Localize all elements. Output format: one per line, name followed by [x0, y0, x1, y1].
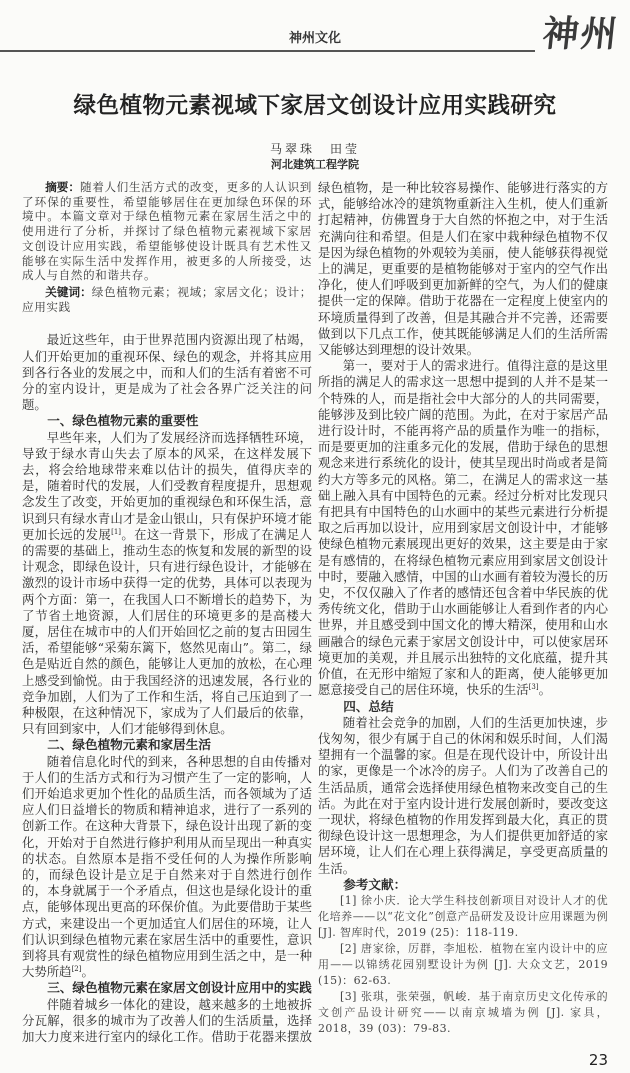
- affiliation: 河北建筑工程学院: [271, 158, 359, 171]
- keywords: [22, 285, 312, 314]
- section-4-paragraph: 随着社会竞争的加剧，人们的生活更加快速，步伐匆匆，很少有属于自己的休闲和娱乐时间，人们渴望拥有一个温馨的家。但是在现代设计中，所设计出的家，更像是一个冰冷的房子。人们为了改善自己的生活品质，通常会选择使用绿色植物来改变自己的生活。为此在对于室内设计进行发展创新时，要改变这一现状，将绿色植物的作用发挥到最大化，真正的贯彻绿色设计这一思想理念，为人们提供更加舒适的家居环境，让人们在心理上获得满足，享受更高质量的生活。: [318, 714, 608, 876]
- section-1-heading: 一、绿色植物元素的重要性: [47, 413, 199, 429]
- keywords-text: 绿色植物元素；视域；家居文化；设计；应用实践: [22, 284, 312, 314]
- reference-item: [2] 唐家徐，厉群，李旭松．植物在室内设计中的应用——以锦绣花园别墅设计为例 [J]. 大众文艺，2019 (15)：62-63.: [318, 941, 608, 987]
- section-3-paragraph-1: 伴随着城乡一体化的建设，越来越多的土地被拆分瓦解，很多的城市为了改善人们的生活质量，选择加大力度来进行室内的绿化工作。借助于花器来摆放绿色植物，是一种比较容易操作、能够进行落实的方式，能够给冰冷的建筑物重新注入生机，使人们重新打起精神，仿佛置身于大自然的怀抱之中，对于生活充满向往和希望。但是人们在家中栽种绿色植物不仅是因为绿色植物的外观较为美丽，使人能够获得视觉上的满足，更重要的是植物能够对于室内的空气作出净化，使人们呼吸到更加新鲜的空气，为人们的健康提供一定的保障。借助于花器在一定程度上使室内的环境质量得到了改善，但是其融合并不完善，还需要做到以下几点工作，使其既能够满足人们的生活所需又能够达到理想的设计效果。: [22, 180, 608, 1045]
- journal-logo: 神州: [540, 13, 621, 55]
- reference-item: [1] 徐小庆．论大学生科技创新项目对设计人才的优化培养——以“花文化”创意产品研发及设计应用课题为例 [J]. 智库时代，2019 (25)：118-119.: [318, 893, 608, 939]
- text: 。: [81, 964, 94, 980]
- article-body: [22, 180, 608, 1073]
- section-2-heading: 二、绿色植物元素和家居生活: [47, 737, 211, 753]
- abstract-text: 随着人们生活方式的改变，更多的人认识到了环保的重要性，希望能够居住在更加绿色环保的环境中。本篇文章对于绿色植物元素在家居生活之中的使用进行了分析，并探讨了绿色植物元素视域下家居文创设计应用实践，希望能够使设计既具有艺术性又能够在实际生活中发挥作用，被更多的人所接受，达成人与自然的和谐共存。: [22, 180, 312, 283]
- article-title: 绿色植物元素视域下家居文创设计应用实践研究: [73, 93, 557, 119]
- citation[interactable]: [3]: [528, 683, 539, 692]
- keywords-label: 关键词：: [45, 284, 92, 299]
- text: 第一，要对于人的需求进行。值得注意的是这里所指的满足人的需求这一思想中提到的人并不是某一个特殊的人，而是指社会中大部分的人的共同需要，能够涉及到比较广阔的范围。为此，在对于家居产品进行设计时，不能再将产品的质量作为唯一的指标，而是要更加的注重多元化的发展，借助于绿色的思想观念来进行系统化的设计，使其呈现出时尚或者是简约大方等多元的风格。第二，在满足人的需求这一基础上融入具有中国特色的元素。经过分析对比发现只有把具有中国特色的山水画中的某些元素进行分析提取之后再加以设计，应用到家居文创设计中，才能够使绿色植物元素展现出更好的效果，这主要是由于家是有感情的，在将绿色植物元素应用到家居文创设计中时，要融入感情，中国的山水画有着较为漫长的历史，不仅仅融入了作者的感情还包含着中华民族的优秀传统文化，借助于山水画能够让人看到作者的内心世界，并且感受到中国文化的博大精深，使用和山水画融合的绿色元素于家居文创设计中，可以使家居环境更加的美观，并且展示出独特的文化底蕴，提升其价值，在无形中缩短了家和人的距离，使人能够更加愿意接受自己的居住环境，快乐的生活: [318, 358, 608, 698]
- abstract: [22, 180, 312, 283]
- text: 。在这一背景下，形成了在满足人的需要的基础上，推动生态的恢复和发展的新型的设计观念，即绿色设计，只有进行绿色设计，才能够在激烈的设计市场中获得一定的优势，具体可以表现为两个方面：第一，在我国人口不断增长的趋势下，为了节省土地资源，人们居住的环境更多的是高楼大厦，居住在城市中的人们开始回忆之前的复古田园生活，希望能够“采菊东篱下，悠然见南山”。第二，绿色是贴近自然的颜色，能够让人更加的放松，在心理上感受到愉悦。由于我国经济的迅速发展，各行业的竞争加剧，人们为了工作和生活，将自己压迫到了一种极限，在这种情况下，家成为了人们最后的依靠，只有回到家中，人们才能够得到休息。: [22, 526, 313, 737]
- section-3-heading: 三、绿色植物元素在家居文创设计应用中的实践: [47, 980, 312, 996]
- citation[interactable]: [2]: [71, 965, 82, 974]
- text: 随着信息化时代的到来，各种思想的自由传播对于人们的生活方式和行为习惯产生了一定的影响，人们开始追求更加个性化的品质生活，而各领域为了适应人们日益增长的物质和精神追求，进行了一系列的创新工作。在这种大背景下，绿色设计出现了新的变化，开始对于自然进行修护利用从而呈现出一种真实的状态。自然原本是指不受任何的人为操作所影响的，而绿色设计是立足于自然来对于自然进行创作的，本身就属于一个矛盾点，但这也是绿化设计的重点，能够体现出更高的环保价值。为此要借助于某些方式，来建设出一个更加适宜人们居住的环境，让人们认识到绿色植物元素在家居生活中的重要性，意识到将具有观赏性的绿色植物应用到生活之中，是一种大势所趋: [22, 753, 312, 980]
- two-column-text: [22, 180, 608, 1045]
- reference-item: [3] 张琪，张荣强，帆峻．基于南京历史文化传承的文创产品设计研究——以南京城墙为例 [J]. 家具，2018，39 (03)：79-83.: [318, 989, 608, 1035]
- section-1-paragraph: [22, 430, 312, 738]
- intro-paragraph: 最近这些年，由于世界范围内资源出现了枯竭，人们开始更加的重视环保、绿色的观念，并将其应用到各行各业的发展之中，而和人们的生活有着密不可分的室内设计，更是成为了社会各界广泛关注的问题。: [22, 332, 312, 413]
- journal-section-label: 神州文化: [288, 31, 341, 46]
- citation[interactable]: [1]: [111, 527, 122, 536]
- page-number: 23: [588, 1051, 608, 1070]
- text: 。: [538, 682, 551, 698]
- section-4-heading: 四、总结: [343, 698, 394, 714]
- references-heading: 参考文献：: [343, 876, 407, 892]
- header-divider: [0, 50, 535, 52]
- abstract-label: 摘要：: [45, 180, 81, 194]
- text: 早些年来，人们为了发展经济而选择牺牲环境，导致于绿水青山失去了原本的风采，在这样发展下去，将会给地球带来难以估计的损失，值得庆幸的是，随着时代的发展，人们受教育程度提升，思想观念发生了改变，开始更加的重视绿色和环保生活，意识到只有绿水青山才是金山银山，只有保护环境才能更加长远的发展: [22, 429, 312, 542]
- section-3-paragraph-2: [318, 358, 608, 698]
- authors: 马翠珠 田莹: [269, 142, 360, 156]
- section-2-paragraph: [22, 754, 312, 981]
